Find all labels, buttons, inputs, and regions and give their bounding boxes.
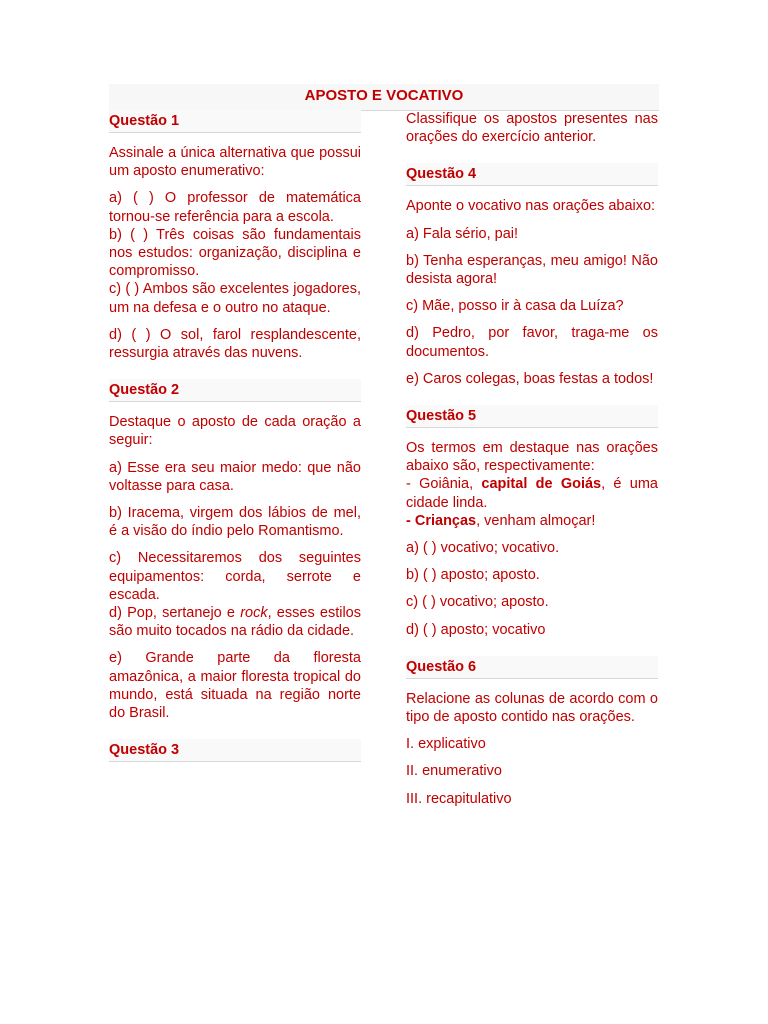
question-4-item-c: c) Mãe, posso ir à casa da Luíza? — [406, 298, 624, 315]
question-3-text: Classifique os apostos presentes nas orações do exercício anterior. — [406, 111, 658, 146]
question-6-item-1: I. explicativo — [406, 736, 486, 753]
question-5-line-2 — [406, 512, 658, 530]
question-3-heading: Questão 3 — [109, 739, 361, 762]
question-5-line-2-end: , venham almoçar! — [476, 512, 596, 529]
question-5-prompt: Os termos em destaque nas orações abaixo são, respectivamente: — [406, 440, 658, 475]
question-6-item-2: II. enumerativo — [406, 763, 502, 780]
question-5-option-c: c) ( ) vocativo; aposto. — [406, 594, 549, 611]
question-1-option-c: c) ( ) Ambos são excelentes jogadores, um na defesa e o outro no ataque. — [109, 281, 361, 316]
question-5-option-b: b) ( ) aposto; aposto. — [406, 567, 540, 584]
question-5-option-a: a) ( ) vocativo; vocativo. — [406, 540, 560, 557]
question-4-prompt: Aponte o vocativo nas orações abaixo: — [406, 198, 656, 215]
question-2-item-d-start: d) Pop, sertanejo e — [109, 605, 241, 622]
question-5-line-1-bold: capital de Goiás — [481, 476, 602, 493]
question-2-item-c: c) Necessitaremos dos seguintes equipamentos: corda, serrote e escada. — [109, 550, 361, 603]
question-5-option-d: d) ( ) aposto; vocativo — [406, 621, 546, 638]
question-2-item-e: e) Grande parte da floresta amazônica, a maior floresta tropical do mundo, está situada na região norte do Brasil. — [109, 650, 361, 722]
left-column — [109, 110, 361, 762]
question-4-item-a: a) Fala sério, pai! — [406, 225, 519, 242]
question-6-item-3: III. recapitulativo — [406, 790, 512, 807]
question-5-line-2-bold: - Crianças — [406, 512, 477, 529]
question-5-line-1-end: , é uma cidade linda. — [406, 476, 658, 511]
question-4-item-e: e) Caros colegas, boas festas a todos! — [406, 370, 654, 387]
question-2-item-d-end: , esses estilos são muito tocados na rádio da cidade. — [109, 605, 361, 640]
question-2-prompt: Destaque o aposto de cada oração a seguir: — [109, 414, 361, 449]
question-1-prompt: Assinale a única alternativa que possui um aposto enumerativo: — [109, 145, 361, 180]
question-2-heading: Questão 2 — [109, 379, 361, 402]
question-6-prompt: Relacione as colunas de acordo com o tipo de aposto contido nas orações. — [406, 690, 658, 726]
question-5-heading: Questão 5 — [406, 405, 658, 428]
question-1-heading: Questão 1 — [109, 110, 361, 133]
question-1-option-d: d) ( ) O sol, farol resplandescente, ressurgia através das nuvens. — [109, 326, 361, 362]
question-4-item-d: d) Pedro, por favor, traga-me os documentos. — [406, 325, 658, 360]
question-2-item-d — [109, 604, 361, 640]
question-2-item-a: a) Esse era seu maior medo: que não voltasse para casa. — [109, 459, 361, 494]
question-4-item-b: b) Tenha esperanças, meu amigo! Não desista agora! — [406, 252, 658, 288]
question-4-heading: Questão 4 — [406, 163, 658, 186]
question-2-item-d-italic: rock — [240, 605, 268, 622]
question-5-line-1-start: - Goiânia, — [406, 476, 482, 493]
question-1-option-a: a) ( ) O professor de matemática tornou-se referência para a escola. — [109, 190, 361, 225]
right-column — [406, 110, 658, 808]
question-2-item-b: b) Iracema, virgem dos lábios de mel, é a visão do índio pelo Romantismo. — [109, 505, 361, 540]
question-5-line-1 — [406, 475, 658, 511]
question-6-heading: Questão 6 — [406, 656, 658, 679]
question-1-option-b: b) ( ) Três coisas são fundamentais nos estudos: organização, disciplina e compromisso. — [109, 226, 361, 280]
page-title: APOSTO E VOCATIVO — [109, 84, 659, 111]
